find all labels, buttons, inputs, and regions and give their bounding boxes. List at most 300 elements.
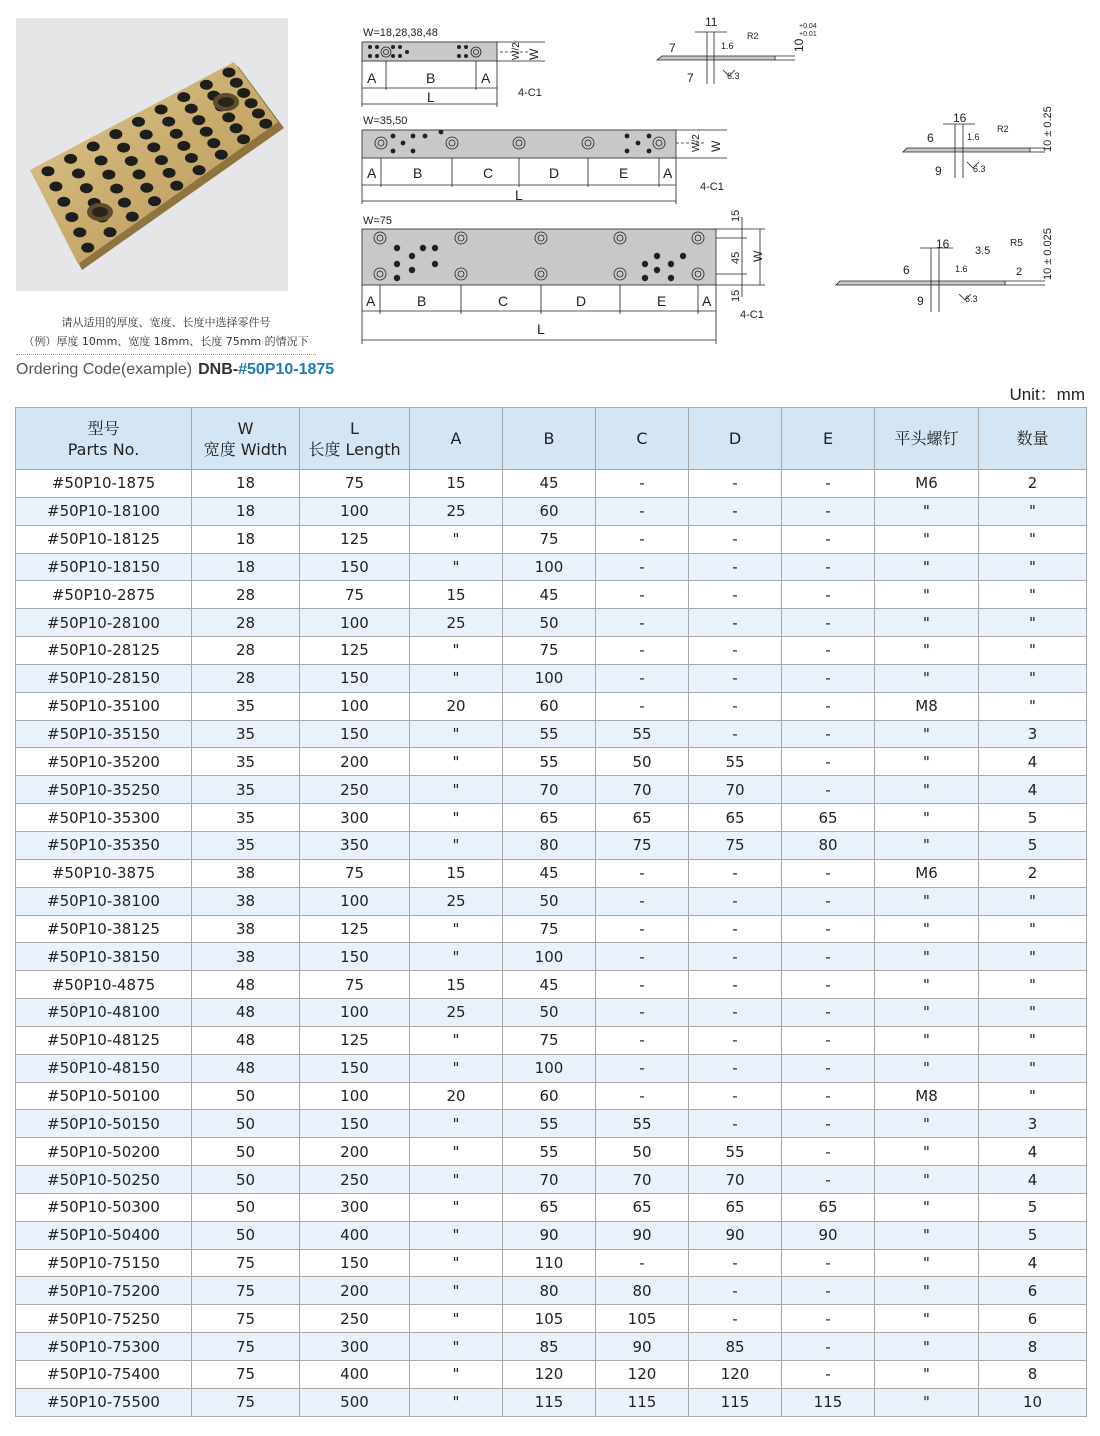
table-row [16,1277,1087,1305]
table-cell: " [979,887,1087,915]
table-cell: 300 [300,804,410,832]
table-cell: " [875,887,979,915]
table-row [16,831,1087,859]
table-cell: - [596,609,689,637]
svg-text:A: A [702,293,712,309]
svg-text:R2: R2 [997,124,1009,134]
svg-text:7: 7 [687,71,694,85]
table-cell: " [875,943,979,971]
table-cell: 75 [503,525,596,553]
svg-text:W/2: W/2 [511,42,522,60]
column-header: 型号 Parts No. [16,408,192,470]
table-cell: " [410,664,503,692]
graphite-plug [110,184,123,194]
table-cell: - [689,1054,782,1082]
table-cell: 100 [300,887,410,915]
column-header: L 长度 Length [300,408,410,470]
graphite-plug [207,138,220,148]
table-row [16,943,1087,971]
table-cell: - [689,1277,782,1305]
table-cell: 75 [300,971,410,999]
table-cell: #50P10-35350 [16,831,192,859]
table-cell: M8 [875,692,979,720]
table-cell: - [782,609,875,637]
table-cell: - [782,581,875,609]
table-cell: 50 [596,1138,689,1166]
table-cell: " [875,1110,979,1138]
selection-note: 请从适用的厚度、宽度、长度中选择零件号 [61,316,271,329]
column-header: 数量 [979,408,1087,470]
table-cell: 60 [503,692,596,720]
table-cell: - [689,1082,782,1110]
table-cell: 500 [300,1388,410,1416]
table-cell: 80 [503,831,596,859]
table-cell: 55 [596,1110,689,1138]
table-cell: 90 [596,1221,689,1249]
table-cell: #50P10-38100 [16,887,192,915]
table-cell: " [979,664,1087,692]
table-cell: " [875,831,979,859]
table-cell: #50P10-28125 [16,637,192,665]
table-cell: " [875,497,979,525]
svg-text:W/2: W/2 [691,134,702,152]
table-cell: 75 [192,1305,300,1333]
svg-text:C: C [483,165,494,181]
table-cell: - [782,1082,875,1110]
table-cell: 18 [192,525,300,553]
table-cell: 65 [503,1193,596,1221]
graphite-plug [170,129,183,139]
table-cell: - [689,497,782,525]
table-cell: - [782,1166,875,1194]
table-cell: " [979,692,1087,720]
table-cell: " [875,915,979,943]
table-cell: #50P10-18100 [16,497,192,525]
table-cell: - [689,664,782,692]
table-cell: 35 [192,720,300,748]
graphite-plug [104,227,117,237]
table-cell: " [410,776,503,804]
table-cell: - [596,1249,689,1277]
graphite-plug [222,67,235,77]
table-cell: 28 [192,664,300,692]
table-cell: 4 [979,1249,1087,1277]
table-cell: 50 [503,999,596,1027]
table-header-row [16,408,1087,470]
table-row [16,637,1087,665]
svg-text:W: W [709,140,723,152]
table-row [16,1138,1087,1166]
table-cell: 100 [503,943,596,971]
svg-text:R5: R5 [1010,238,1023,249]
table-cell: - [689,915,782,943]
table-cell: 200 [300,748,410,776]
table-cell: " [410,553,503,581]
table-cell: 50 [192,1138,300,1166]
drawing-narrow-plate [362,27,545,107]
graphite-plug [95,156,108,166]
table-cell: 35 [192,831,300,859]
graphite-plug [73,227,86,237]
svg-text:6: 6 [927,131,934,145]
svg-text:10 ± 0.25: 10 ± 0.25 [1042,106,1054,152]
table-cell: 125 [300,915,410,943]
table-cell: 80 [503,1277,596,1305]
table-cell: 65 [596,1193,689,1221]
table-cell: 4 [979,776,1087,804]
table-cell: " [875,1277,979,1305]
table-cell: " [979,553,1087,581]
svg-text:L: L [537,321,545,337]
ordering-code-value: DNB-#50P10-1875 [198,361,335,378]
table-cell: #50P10-28100 [16,609,192,637]
table-cell: 115 [689,1388,782,1416]
table-cell: " [410,525,503,553]
table-cell: " [875,1221,979,1249]
table-cell: - [596,581,689,609]
table-cell: #50P10-75500 [16,1388,192,1416]
table-cell: - [596,1026,689,1054]
unit-label: Unit：mm [1009,385,1085,404]
table-cell: " [979,609,1087,637]
table-cell: 5 [979,1193,1087,1221]
table-cell: #50P10-35200 [16,748,192,776]
table-cell: 75 [192,1277,300,1305]
table-cell: 60 [503,1082,596,1110]
table-cell: 8 [979,1361,1087,1389]
table-cell: 90 [596,1333,689,1361]
table-row [16,859,1087,887]
table-cell: 120 [689,1361,782,1389]
table-cell: #50P10-75300 [16,1333,192,1361]
table-cell: 100 [503,553,596,581]
table-cell: - [782,748,875,776]
table-cell: " [875,748,979,776]
table-cell: 75 [503,915,596,943]
graphite-plug [49,181,62,191]
table-row [16,1388,1087,1416]
table-cell: 4 [979,1138,1087,1166]
table-cell: - [596,859,689,887]
table-cell: 100 [503,1054,596,1082]
table-cell: 3 [979,1110,1087,1138]
graphite-plug [230,123,243,133]
svg-text:B: B [413,165,423,181]
example-note: （例）厚度 10mm、宽度 18mm、长度 75mm 的情况下 [23,335,309,348]
table-cell: 65 [689,804,782,832]
table-cell: #50P10-3875 [16,859,192,887]
table-cell: 5 [979,804,1087,832]
graphite-plug [155,155,168,165]
svg-text:W: W [527,48,541,60]
table-cell: 200 [300,1277,410,1305]
table-cell: " [979,497,1087,525]
table-cell: 45 [503,470,596,498]
column-header: E [782,408,875,470]
table-cell: 65 [689,1193,782,1221]
table-cell: 55 [503,1138,596,1166]
table-cell: 2 [979,470,1087,498]
graphite-plug [140,183,153,193]
svg-text:+0.04: +0.04 [799,23,817,30]
table-cell: - [782,971,875,999]
table-cell: 75 [300,470,410,498]
graphite-plug [245,98,258,108]
table-cell: 75 [192,1249,300,1277]
table-cell: " [410,804,503,832]
table-cell: 15 [410,971,503,999]
table-cell: 65 [503,804,596,832]
table-cell: - [596,525,689,553]
table-cell: 150 [300,1054,410,1082]
svg-text:9: 9 [935,164,942,178]
table-cell: - [689,1305,782,1333]
svg-text:11: 11 [705,15,718,29]
table-row [16,999,1087,1027]
table-cell: 15 [410,581,503,609]
table-cell: 55 [689,748,782,776]
table-cell: " [875,1388,979,1416]
table-cell: 100 [503,664,596,692]
table-cell: 35 [192,804,300,832]
graphite-plug [57,197,70,207]
table-cell: #50P10-50300 [16,1193,192,1221]
table-cell: 48 [192,971,300,999]
table-cell: 90 [782,1221,875,1249]
table-cell: 50 [192,1082,300,1110]
graphite-plug [222,112,235,122]
table-cell: 70 [503,1166,596,1194]
table-cell: - [596,915,689,943]
svg-text:3.5: 3.5 [975,245,991,257]
table-cell: 28 [192,609,300,637]
table-row [16,525,1087,553]
table-row [16,1249,1087,1277]
graphite-plug [177,141,190,151]
table-cell: " [875,720,979,748]
table-cell: 15 [410,859,503,887]
svg-text:7: 7 [669,41,676,55]
table-cell: " [410,1361,503,1389]
table-cell: - [596,637,689,665]
table-cell: 70 [596,776,689,804]
svg-text:10 ± 0.025: 10 ± 0.025 [1042,228,1054,280]
table-cell: " [410,1277,503,1305]
table-cell: - [689,553,782,581]
table-row [16,776,1087,804]
table-cell: 55 [503,748,596,776]
table-cell: 18 [192,553,300,581]
table-cell: 100 [300,692,410,720]
table-cell: 125 [300,1026,410,1054]
table-row [16,1221,1087,1249]
ordering-label: Ordering Code(example) [16,361,193,378]
table-cell: - [596,887,689,915]
graphite-plug [81,243,94,253]
table-row [16,804,1087,832]
svg-text:15: 15 [730,289,742,302]
table-cell: - [782,943,875,971]
column-header: A [410,408,503,470]
table-cell: 35 [192,776,300,804]
table-cell: " [410,1054,503,1082]
table-cell: " [410,831,503,859]
table-cell: - [596,470,689,498]
table-cell: - [782,692,875,720]
table-cell: 25 [410,497,503,525]
table-cell: " [410,1026,503,1054]
table-cell: - [689,692,782,720]
graphite-plug [109,129,122,139]
table-cell: " [979,1026,1087,1054]
table-cell: 28 [192,581,300,609]
graphite-plug [192,115,205,125]
technical-drawings [355,12,1075,357]
table-cell: 3 [979,720,1087,748]
table-row [16,1166,1087,1194]
table-cell: " [875,1249,979,1277]
table-cell: 45 [503,971,596,999]
table-cell: 150 [300,664,410,692]
table-cell: " [875,999,979,1027]
graphite-plug [200,127,213,137]
graphite-plug [237,134,250,144]
table-cell: 60 [503,497,596,525]
table-cell: " [875,1026,979,1054]
table-cell: - [596,664,689,692]
table-cell: " [410,1138,503,1166]
table-cell: 8 [979,1333,1087,1361]
table-cell: #50P10-38150 [16,943,192,971]
table-row [16,664,1087,692]
svg-text:A: A [367,70,377,86]
table-cell: - [782,859,875,887]
table-cell: #50P10-75200 [16,1277,192,1305]
svg-text:6: 6 [903,263,910,277]
svg-text:W: W [751,250,765,262]
table-cell: 65 [596,804,689,832]
table-cell: 400 [300,1221,410,1249]
table-cell: " [410,748,503,776]
table-cell: 100 [300,497,410,525]
table-cell: " [410,915,503,943]
section-view-1 [657,15,817,85]
table-cell: 55 [503,720,596,748]
table-cell: 65 [782,804,875,832]
section-view-2 [903,106,1054,178]
graphite-plug [133,169,146,179]
table-cell: 85 [689,1333,782,1361]
table-cell: " [410,1193,503,1221]
table-cell: 300 [300,1193,410,1221]
table-cell: - [689,637,782,665]
table-cell: 10 [979,1388,1087,1416]
table-cell: 85 [503,1333,596,1361]
svg-text:D: D [576,293,587,309]
graphite-plug [170,181,183,191]
table-cell: " [979,915,1087,943]
table-cell: - [596,497,689,525]
table-cell: 18 [192,470,300,498]
table-row [16,1361,1087,1389]
table-cell: #50P10-28150 [16,664,192,692]
table-cell: - [782,1054,875,1082]
table-cell: - [782,553,875,581]
table-row [16,497,1087,525]
svg-text:W=35,50: W=35,50 [363,115,408,127]
table-cell: " [875,1193,979,1221]
table-cell: 38 [192,943,300,971]
table-cell: 5 [979,831,1087,859]
table-cell: - [689,859,782,887]
table-cell: 300 [300,1333,410,1361]
table-cell: 38 [192,859,300,887]
table-cell: - [689,1249,782,1277]
table-row [16,470,1087,498]
table-cell: 25 [410,609,503,637]
table-cell: 4 [979,1166,1087,1194]
graphite-plug [125,156,138,166]
table-cell: 70 [596,1166,689,1194]
graphite-plug [148,196,161,206]
table-cell: 250 [300,1166,410,1194]
graphite-plug [65,212,78,222]
table-cell: - [689,1110,782,1138]
table-cell: 125 [300,637,410,665]
ordering-code [16,361,334,379]
table-cell: 75 [192,1388,300,1416]
table-row [16,971,1087,999]
graphite-plug [162,117,175,127]
graphite-plug [87,142,100,152]
table-cell: 55 [503,1110,596,1138]
table-row [16,1333,1087,1361]
table-cell: " [410,1305,503,1333]
svg-text:1.6: 1.6 [955,264,968,274]
graphite-plug [140,130,153,140]
table-cell: 45 [503,859,596,887]
table-cell: #50P10-35250 [16,776,192,804]
graphite-plug [230,78,243,88]
table-cell: 20 [410,1082,503,1110]
table-cell: " [875,525,979,553]
svg-text:W=18,28,38,48: W=18,28,38,48 [363,27,438,39]
svg-text:1.6: 1.6 [721,41,734,51]
table-cell: - [689,470,782,498]
table-cell: - [689,720,782,748]
table-cell: - [782,1026,875,1054]
svg-text:A: A [367,165,377,181]
table-cell: 100 [300,999,410,1027]
graphite-plug [177,92,190,102]
table-row [16,1193,1087,1221]
svg-text:45: 45 [730,251,742,264]
table-cell: 50 [192,1193,300,1221]
table-cell: " [875,1361,979,1389]
table-cell: 65 [782,1193,875,1221]
svg-text:B: B [417,293,427,309]
table-cell: - [782,1110,875,1138]
svg-text:4-C1: 4-C1 [700,181,724,193]
table-cell: - [689,943,782,971]
table-cell: - [689,609,782,637]
svg-text:9: 9 [917,294,924,308]
svg-text:6.3: 6.3 [965,294,978,304]
svg-text:10: 10 [792,38,806,52]
table-cell: " [410,1333,503,1361]
table-cell: 75 [192,1361,300,1389]
table-cell: 75 [689,831,782,859]
